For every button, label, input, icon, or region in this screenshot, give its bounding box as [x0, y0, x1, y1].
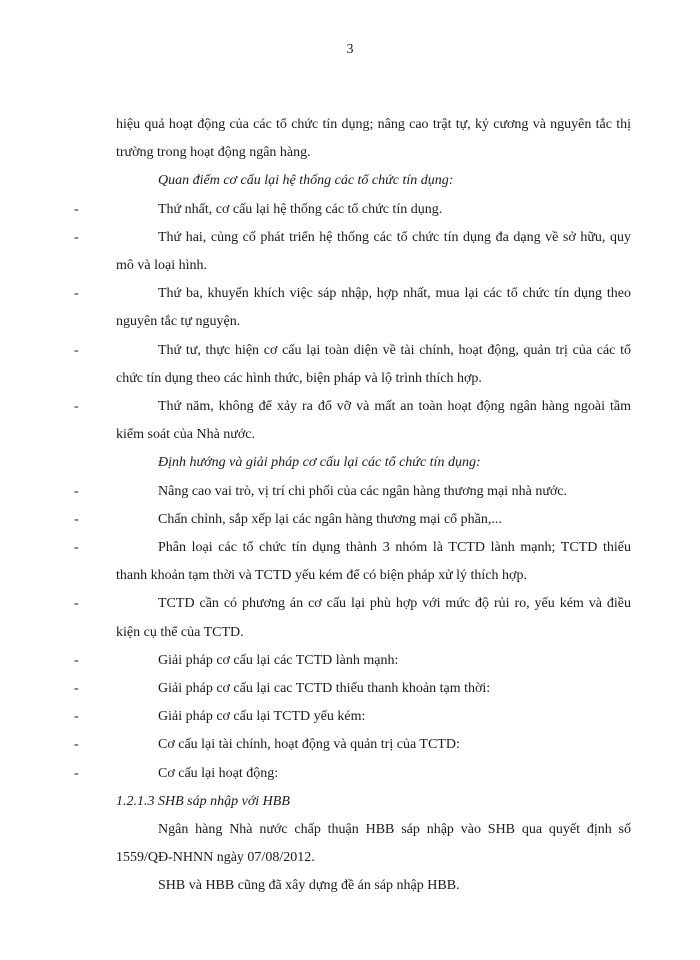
list-item — [74, 647, 631, 675]
list-item — [74, 478, 631, 506]
body-paragraph: Ngân hàng Nhà nước chấp thuận HBB sáp nhập vào SHB qua quyết định số 1559/QĐ-NHNN ngày 07/08/2012. — [116, 822, 631, 866]
dash-bullet: - — [74, 765, 79, 781]
continuation-paragraph: hiệu quả hoạt động của các tổ chức tín dụng; nâng cao trật tự, kỷ cương và nguyên tắc thị trường trong hoạt động ngân hàng. — [116, 117, 631, 161]
list-item — [74, 506, 631, 534]
list-item-text: Thứ năm, không để xảy ra đổ vỡ và mất an toàn hoạt động ngân hàng ngoài tầm kiểm soát của Nhà nước. — [116, 399, 631, 443]
page-number: 3 — [346, 42, 354, 57]
dash-bullet: - — [74, 652, 79, 668]
dash-bullet: - — [74, 483, 79, 499]
dash-bullet: - — [74, 201, 79, 217]
dash-bullet: - — [74, 596, 79, 612]
list-item — [74, 703, 631, 731]
list-item — [74, 224, 631, 280]
dash-bullet: - — [74, 286, 79, 302]
list-item-text: Phân loại các tổ chức tín dụng thành 3 nhóm là TCTD lành mạnh; TCTD thiếu thanh khoản tạm thời và TCTD yếu kém để có biện pháp xử lý thích hợp. — [116, 540, 631, 584]
list-item — [74, 280, 631, 336]
list-item — [74, 196, 631, 224]
list-item-text: Cơ cấu lại tài chính, hoạt động và quản trị của TCTD: — [158, 737, 460, 753]
list-item-text: Thứ nhất, cơ cấu lại hệ thống các tổ chức tín dụng. — [158, 201, 443, 217]
body-paragraph: SHB và HBB cũng đã xây dựng đề án sáp nhập HBB. — [158, 878, 460, 894]
dash-bullet: - — [74, 342, 79, 358]
list-item — [74, 534, 631, 590]
document-body — [74, 111, 631, 901]
list-item — [74, 675, 631, 703]
list-item-text: Giải pháp cơ cấu lại các TCTD lành mạnh: — [158, 652, 399, 668]
section-heading: 1.2.1.3 SHB sáp nhập với HBB — [116, 793, 290, 809]
list-item-text: Thứ hai, củng cố phát triển hệ thống các tổ chức tín dụng đa dạng về sở hữu, quy mô và loại hình. — [116, 229, 631, 274]
dash-bullet: - — [74, 709, 79, 725]
list-item — [74, 760, 631, 788]
dash-bullet: - — [74, 681, 79, 697]
list-item — [74, 393, 631, 449]
list-item-text: Thứ tư, thực hiện cơ cấu lại toàn diện về tài chính, hoạt động, quản trị của các tổ chức tín dụng theo các hình thức, biện pháp và lộ trình thích hợp. — [116, 342, 631, 386]
list-item — [74, 731, 631, 759]
dash-bullet: - — [74, 511, 79, 527]
list-item-text: Chấn chỉnh, sắp xếp lại các ngân hàng thương mại cổ phần,... — [158, 511, 502, 527]
viewpoint-intro: Quan điểm cơ cấu lại hệ thống các tổ chức tín dụng: — [158, 173, 454, 189]
list-item-text: Giải pháp cơ cấu lại TCTD yếu kém: — [158, 709, 366, 725]
orientation-intro: Định hướng và giải pháp cơ cấu lại các tổ chức tín dụng: — [158, 455, 481, 471]
list-item-text: Thứ ba, khuyến khích việc sáp nhập, hợp nhất, mua lại các tổ chức tín dụng theo nguyên tắc tự nguyện. — [116, 286, 631, 330]
dash-bullet: - — [74, 229, 79, 245]
dash-bullet: - — [74, 540, 79, 556]
dash-bullet: - — [74, 737, 79, 753]
list-item — [74, 337, 631, 393]
list-item-text: Giải pháp cơ cấu lại cac TCTD thiếu thanh khoản tạm thời: — [158, 681, 491, 697]
list-item-text: Cơ cấu lại hoạt động: — [158, 765, 279, 781]
list-item-text: Nâng cao vai trò, vị trí chi phối của các ngân hàng thương mại nhà nước. — [158, 483, 568, 499]
list-item-text: TCTD cần có phương án cơ cấu lại phù hợp với mức độ rủi ro, yếu kém và điều kiện cụ thể của TCTD. — [116, 596, 631, 640]
list-item — [74, 590, 631, 646]
dash-bullet: - — [74, 399, 79, 415]
